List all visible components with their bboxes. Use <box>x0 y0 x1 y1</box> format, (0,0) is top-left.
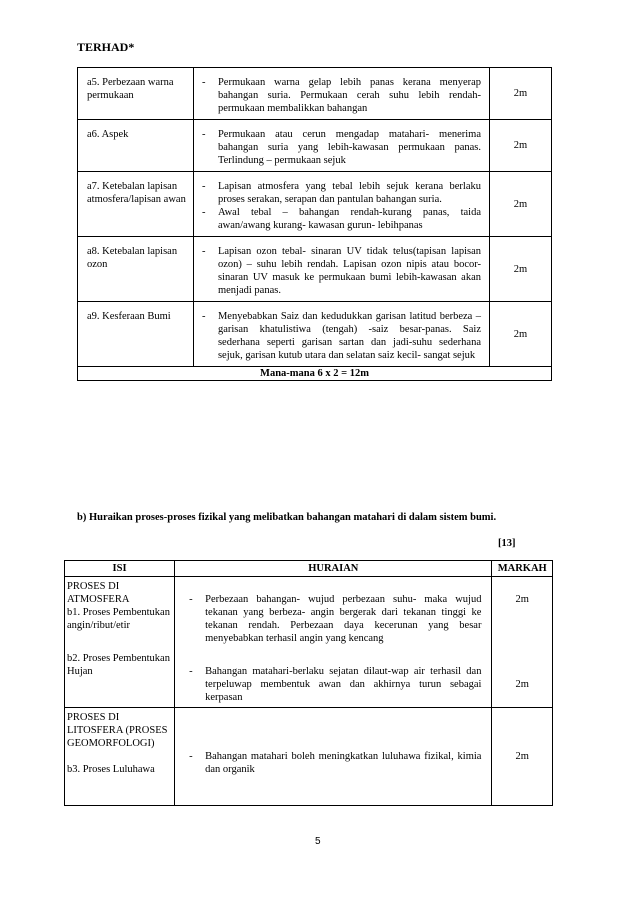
mark-value: 2m <box>515 679 529 690</box>
header-isi: ISI <box>65 561 175 577</box>
huraian-text: Bahangan matahari-berlaku sejatan dilaut-wap air terhasil dan terpeluwap membentuk awan dan akhirnya turun sebagai kerpasan <box>205 666 482 703</box>
bullet-text: Menyebabkan Saiz dan kedudukkan garisan latitud berbeza – garisan khatulistiwa (tengah) -saiz besar-panas. Saiz sederhana seperti garisan sartan dan jadi-suhu sederhana sejuk, garisan kutub utara dan selatan saiz kecil- sangat sejuk <box>217 311 482 361</box>
criterion-description <box>193 172 489 237</box>
table-row <box>78 302 552 367</box>
mark-cell: 2m <box>490 120 552 172</box>
criterion-label: a9. Kesferaan Bumi <box>78 302 194 367</box>
isi-cell <box>65 708 175 806</box>
dash-marker: - <box>201 311 206 322</box>
criterion-description <box>193 68 489 120</box>
criterion-description <box>193 302 489 367</box>
criterion-description <box>193 120 489 172</box>
huraian-text: Perbezaan bahangan- wujud perbezaan suhu- maka wujud tekanan yang berbeza- angin bergerak dari tekanan tinggi ke tekanan rendah. Perbezaan daya kecerunan yang besar menyebabkan terhasil angin yang kencang <box>205 594 482 644</box>
isi-label: b1. Proses Pembentukan angin/ribut/etir <box>67 607 170 631</box>
mark-cell: 2m <box>490 302 552 367</box>
huraian-text: Bahangan matahari boleh meningkatkan luluhawa fizikal, kimia dan organik <box>205 751 482 775</box>
bullet-text: Permukaan warna gelap lebih panas kerana menyerap bahangan suria. Permukaan cerah suhu lebih rendah-permukaan membalikkan bahangan <box>217 77 482 114</box>
mark-cell: 2m <box>490 237 552 302</box>
page-number: 5 <box>315 836 321 847</box>
dash-marker: - <box>201 181 206 192</box>
total-marks: [13] <box>498 538 516 549</box>
isi-label: b2. Proses Pembentukan Hujan <box>67 653 170 677</box>
criterion-description <box>193 237 489 302</box>
criterion-label: a5. Perbezaan warna permukaan <box>78 68 194 120</box>
table-row <box>78 237 552 302</box>
total-label: Mana-mana 6 x 2 = 12m <box>78 367 552 381</box>
bullet-text: Permukaan atau cerun mengadap matahari- menerima bahangan suria yang lebih-kawasan permukaan panas. Terlindung – permukaan sejuk <box>217 129 482 166</box>
table-row <box>78 68 552 120</box>
huraian-cell <box>175 577 492 708</box>
header-markah: MARKAH <box>492 561 553 577</box>
question-b: b) Huraikan proses-proses fizikal yang melibatkan bahangan matahari di dalam sistem bumi. <box>77 512 497 523</box>
markah-cell <box>492 708 553 806</box>
mark-value: 2m <box>515 594 529 605</box>
header-huraian: HURAIAN <box>175 561 492 577</box>
section-heading: PROSES DI LITOSFERA (PROSES GEOMORFOLOGI) <box>67 712 168 749</box>
bullet-point <box>202 128 481 167</box>
total-row <box>78 367 552 381</box>
bullet-text: Lapisan atmosfera yang tebal lebih sejuk kerana berlaku proses serakan, serapan dan pantulan bahangan suria. <box>217 181 482 205</box>
table-row <box>78 172 552 237</box>
bullet-point <box>202 206 481 232</box>
dash-marker: - <box>189 594 193 605</box>
criterion-label: a8. Ketebalan lapisan ozon <box>78 237 194 302</box>
marking-table-b <box>64 560 553 806</box>
criterion-label: a6. Aspek <box>78 120 194 172</box>
huraian-point <box>189 750 481 776</box>
isi-cell <box>65 577 175 708</box>
marking-table-a <box>77 67 552 381</box>
dash-marker: - <box>189 751 193 762</box>
document-header: TERHAD* <box>77 40 135 54</box>
bullet-point <box>202 180 481 206</box>
bullet-point <box>202 76 481 115</box>
dash-marker: - <box>201 246 206 257</box>
bullet-text: Awal tebal – bahangan rendah-kurang panas, taida awan/awang kurang- kawasan gurun- lebihpanas <box>217 207 482 231</box>
huraian-point <box>189 593 481 645</box>
mark-value: 2m <box>515 751 529 762</box>
section-row <box>65 708 553 806</box>
criterion-label: a7. Ketebalan lapisan atmosfera/lapisan awan <box>78 172 194 237</box>
huraian-cell <box>175 708 492 806</box>
markah-cell <box>492 577 553 708</box>
huraian-point <box>189 665 481 704</box>
dash-marker: - <box>201 77 206 88</box>
mark-cell: 2m <box>490 172 552 237</box>
dash-marker: - <box>201 207 206 218</box>
dash-marker: - <box>189 666 193 677</box>
dash-marker: - <box>201 129 206 140</box>
section-row <box>65 577 553 708</box>
bullet-text: Lapisan ozon tebal- sinaran UV tidak telus(tapisan lapisan ozon) – suhu lebih rendah. Lapisan ozon nipis atau bocor-sinaran UV masuk ke permukaan bumi lebih-kawasan akan menjadi panas. <box>217 246 482 296</box>
mark-cell: 2m <box>490 68 552 120</box>
table-row <box>78 120 552 172</box>
isi-label: b3. Proses Luluhawa <box>67 764 155 775</box>
section-heading: PROSES DI ATMOSFERA <box>67 581 130 605</box>
bullet-point <box>202 245 481 297</box>
bullet-point <box>202 310 481 362</box>
